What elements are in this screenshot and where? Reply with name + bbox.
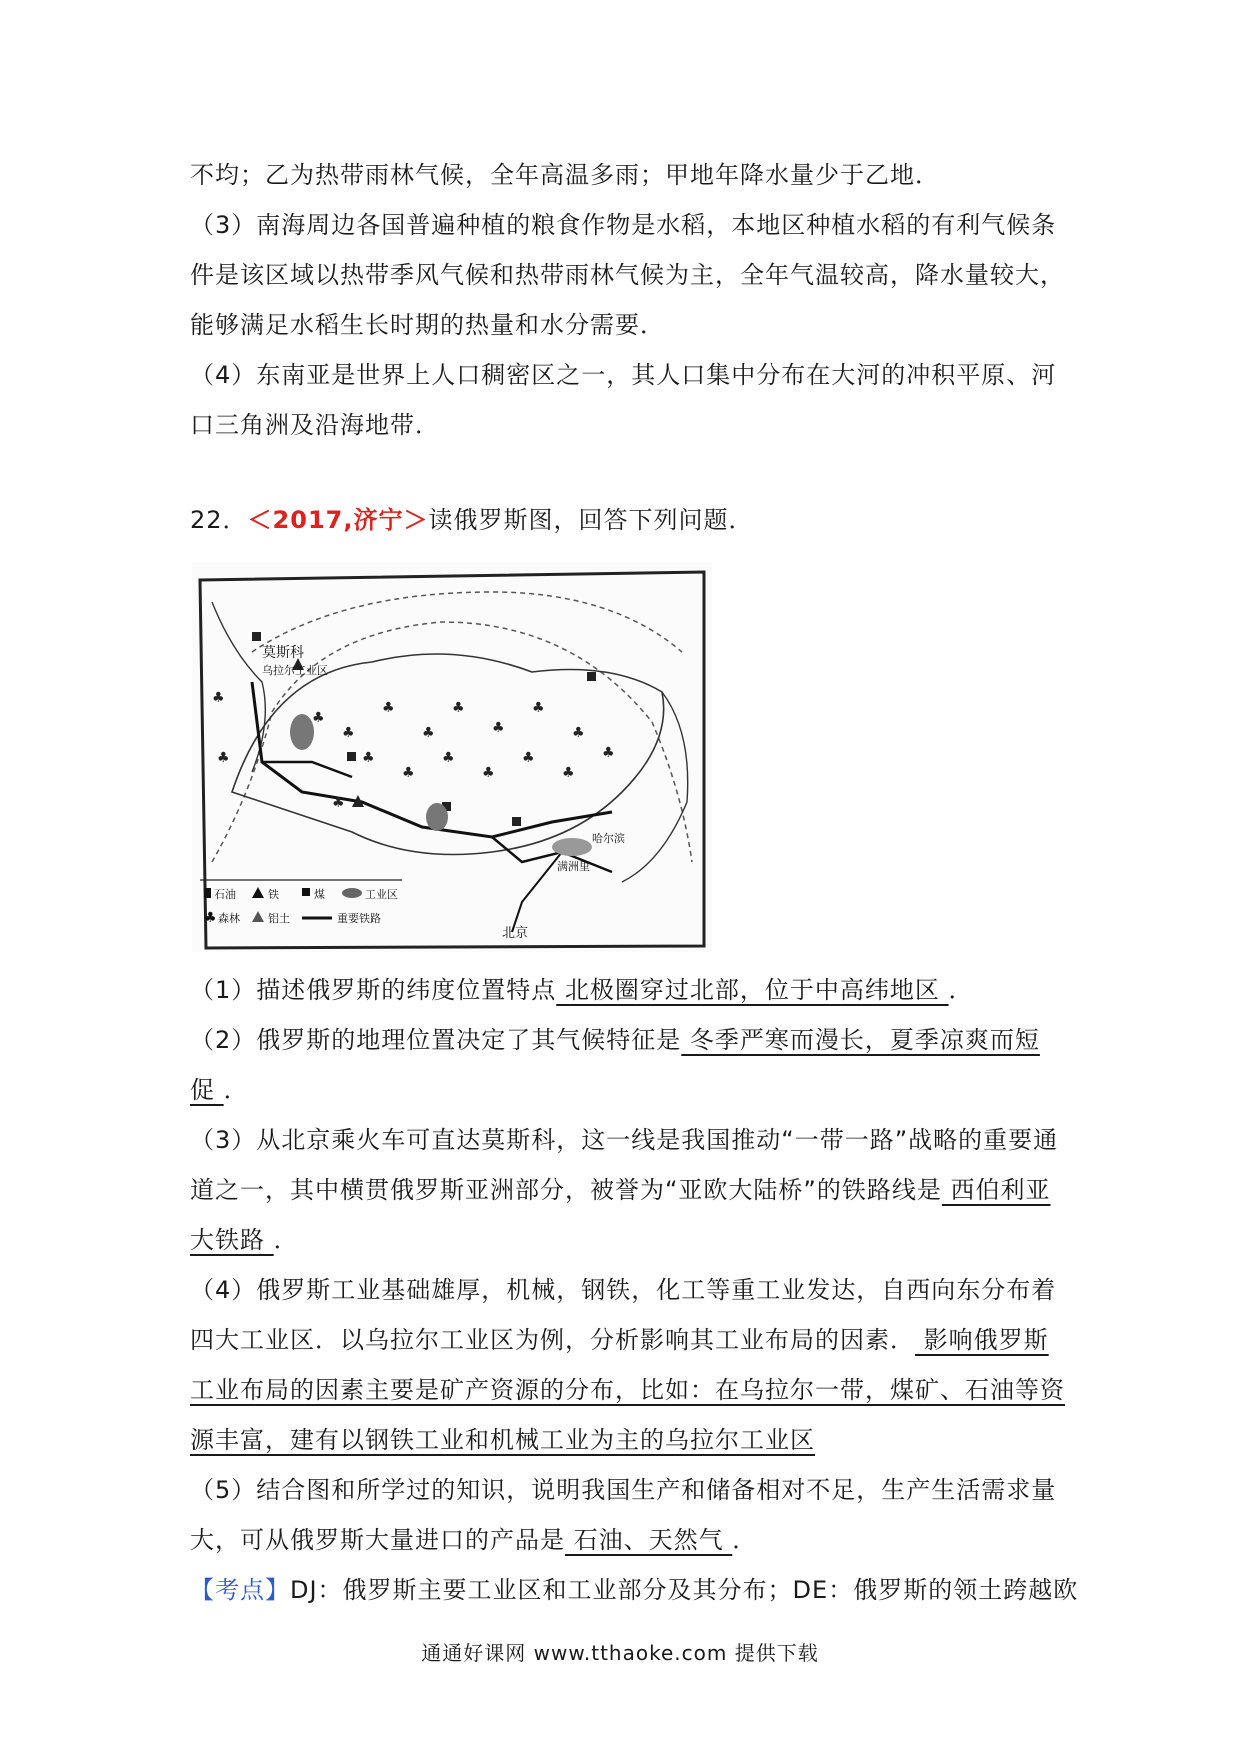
legend-item: 森林 — [218, 912, 240, 925]
text-line: 不均；乙为热带雨林气候，全年高温多雨；甲地年降水量少于乙地． — [190, 161, 940, 189]
q2-line: （2）俄罗斯的地理位置决定了其气候特征是 冬季严寒而漫长，夏季凉爽而短 — [190, 1026, 1040, 1054]
text-line: （3）南海周边各国普遍种植的粮食作物是水稻，本地区种植水稻的有利气候条 — [190, 211, 1057, 239]
q4-line: 四大工业区．以乌拉尔工业区为例，分析影响其工业布局的因素． 影响俄罗斯 — [190, 1326, 1049, 1354]
kaodian-tag: 【考点】 — [190, 1576, 290, 1604]
map-label-ural: 乌拉尔工业区 — [262, 664, 328, 677]
q2-answer: 冬季严寒而漫长，夏季凉爽而短 — [681, 1026, 1040, 1054]
question-number: 22． — [190, 506, 248, 534]
svg-text:♣: ♣ — [532, 700, 545, 716]
q5-line: （5）结合图和所学过的知识，说明我国生产和储备相对不足，生产生活需求量 — [190, 1476, 1057, 1504]
svg-text:♣: ♣ — [212, 690, 225, 706]
q3-line: （3）从北京乘火车可直达莫斯科，这一线是我国推动“一带一路”战略的重要通 — [190, 1126, 1059, 1154]
q2-answer: 促 — [190, 1076, 224, 1104]
text-line: 能够满足水稻生长时期的热量和水分需要． — [190, 311, 665, 339]
q1-answer: 北极圈穿过北部，位于中高纬地区 — [556, 976, 949, 1004]
q4-answer: 影响俄罗斯 — [915, 1326, 1049, 1354]
q3-answer: 西伯利亚 — [941, 1176, 1051, 1204]
text-line: 件是该区域以热带季风气候和热带雨林气候为主，全年气温较高，降水量较大， — [190, 261, 1065, 289]
q3-line: 大铁路 ． — [190, 1226, 299, 1254]
svg-text:♣: ♣ — [332, 795, 345, 811]
legend-item: 铁 — [268, 888, 279, 901]
page-footer: 通通好课网 www.tthaoke.com 提供下载 — [421, 1641, 819, 1665]
svg-text:♣: ♣ — [522, 750, 535, 766]
q3-answer: 大铁路 — [190, 1226, 274, 1254]
q1-line: （1）描述俄罗斯的纬度位置特点 北极圈穿过北部，位于中高纬地区 ． — [190, 976, 974, 1004]
svg-text:♣: ♣ — [204, 910, 217, 926]
sub-questions — [190, 965, 1079, 1615]
map-label-beijing: 北京 — [502, 926, 529, 941]
q5-answer: 石油、天然气 — [565, 1526, 733, 1554]
text-line: 口三角洲及沿海地带． — [190, 411, 440, 439]
question-heading — [190, 495, 1060, 545]
legend-item: 铝土 — [268, 912, 290, 925]
svg-text:♣: ♣ — [217, 750, 230, 766]
svg-text:♣: ♣ — [382, 700, 395, 716]
svg-text:♣: ♣ — [562, 765, 575, 781]
svg-text:♣: ♣ — [452, 700, 465, 716]
q4-answer: 工业布局的因素主要是矿产资源的分布，比如：在乌拉尔一带，煤矿、石油等资 — [190, 1376, 1065, 1404]
svg-text:♣: ♣ — [602, 745, 615, 761]
answer-continuation — [190, 150, 1065, 450]
q3-line: 道之一，其中横贯俄罗斯亚洲部分，被誉为“亚欧大陆桥”的铁路线是 西伯利亚 — [190, 1176, 1051, 1204]
svg-text:♣: ♣ — [402, 765, 415, 781]
q4-line — [190, 1415, 1060, 1465]
legend-item: 重要铁路 — [337, 912, 381, 925]
map-label-moscow: 莫斯科 — [262, 645, 304, 661]
legend-item: 石油 — [214, 888, 236, 901]
svg-text:♣: ♣ — [572, 725, 585, 741]
map-label-city: 哈尔滨 — [592, 832, 625, 845]
source-tag: ＜2017,济宁＞ — [247, 506, 429, 534]
q4-line — [190, 1365, 1065, 1415]
question-prompt: 读俄罗斯图，回答下列问题． — [428, 506, 754, 534]
text-line: （4）东南亚是世界上人口稠密区之一，其人口集中分布在大河的冲积平原、河 — [190, 361, 1057, 389]
svg-text:♣: ♣ — [422, 725, 435, 741]
q4-line: （4）俄罗斯工业基础雄厚，机械，钢铁，化工等重工业发达，自西向东分布着 — [190, 1276, 1057, 1304]
legend-item: 煤 — [314, 888, 325, 901]
svg-text:♣: ♣ — [342, 725, 355, 741]
kaodian-line: 【考点】DJ：俄罗斯主要工业区和工业部分及其分布；DE：俄罗斯的领土跨越欧 — [190, 1576, 1079, 1604]
legend-item: 工业区 — [365, 888, 398, 901]
q5-line: 大，可从俄罗斯大量进口的产品是 石油、天然气 ． — [190, 1526, 758, 1554]
map-label-city: 满洲里 — [557, 860, 590, 873]
q4-answer: 源丰富，建有以钢铁工业和机械工业为主的乌拉尔工业区 — [190, 1426, 815, 1454]
svg-text:♣: ♣ — [442, 750, 455, 766]
svg-text:♣: ♣ — [312, 710, 325, 726]
svg-text:♣: ♣ — [482, 765, 495, 781]
svg-text:♣: ♣ — [362, 750, 375, 766]
svg-text:♣: ♣ — [492, 720, 505, 736]
russia-map — [192, 562, 712, 952]
q2-line: 促 ． — [190, 1076, 249, 1104]
